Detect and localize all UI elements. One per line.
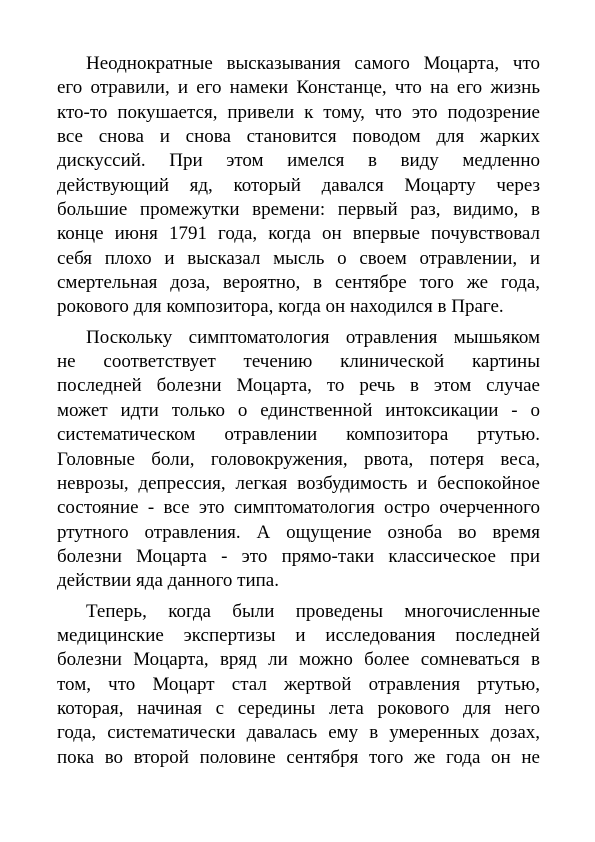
text-line: все снова и снова становится поводом для жарких bbox=[57, 126, 540, 148]
text-line: неврозы, депрессия, легкая возбудимость и беспокойное bbox=[57, 472, 540, 494]
text-line: Теперь, когда были проведены многочисленные bbox=[86, 600, 540, 622]
text-line: болезни Моцарта, вряд ли можно более сомневаться в bbox=[57, 649, 540, 671]
document-body bbox=[57, 52, 540, 770]
text-line: состояние - все это симптоматология остро очерченного bbox=[57, 497, 540, 519]
text-line: Поскольку симптоматология отравления мышьяком bbox=[86, 326, 540, 348]
text-line: ртутного отравления. А ощущение озноба во время bbox=[57, 521, 540, 543]
text-line: болезни Моцарта - это прямо-таки классическое при bbox=[57, 545, 540, 567]
paragraph-2 bbox=[57, 326, 540, 594]
text-line: Головные боли, головокружения, рвота, потеря веса, bbox=[57, 448, 540, 470]
text-line: пока во второй половине сентября того же года он не bbox=[57, 746, 540, 768]
text-line: рокового для композитора, когда он находился в Праге. bbox=[57, 296, 504, 318]
text-line: действующий яд, который давался Моцарту через bbox=[57, 174, 540, 196]
text-line: не соответствует течению клинической картины bbox=[57, 351, 540, 373]
paragraph-1 bbox=[57, 52, 540, 320]
text-line: дискуссий. При этом имелся в виду медленно bbox=[57, 150, 540, 172]
text-line: большие промежутки времени: первый раз, видимо, в bbox=[57, 199, 540, 221]
paragraph-3 bbox=[57, 600, 540, 770]
text-line: последней болезни Моцарта, то речь в этом случае bbox=[57, 375, 540, 397]
text-line: медицинские экспертизы и исследования последней bbox=[57, 624, 540, 646]
text-line: которая, начиная с середины лета рокового для него bbox=[57, 697, 540, 719]
text-line: смертельная доза, вероятно, в сентябре того же года, bbox=[57, 272, 540, 294]
text-line: том, что Моцарт стал жертвой отравления ртутью, bbox=[57, 673, 540, 695]
text-line: года, систематически давалась ему в умеренных дозах, bbox=[57, 722, 540, 744]
text-line: его отравили, и его намеки Констанце, что на его жизнь bbox=[57, 77, 540, 99]
text-line: себя плохо и высказал мысль о своем отравлении, и bbox=[57, 247, 540, 269]
text-line: Неоднократные высказывания самого Моцарта, что bbox=[86, 53, 540, 74]
text-line: систематическом отравлении композитора ртутью. bbox=[57, 424, 540, 446]
text-line: кто-то покушается, привели к тому, что это подозрение bbox=[57, 101, 540, 123]
text-line: конце июня 1791 года, когда он впервые почувствовал bbox=[57, 223, 540, 245]
text-line: может идти только о единственной интоксикации - о bbox=[57, 399, 540, 421]
text-line: действии яда данного типа. bbox=[57, 570, 279, 592]
